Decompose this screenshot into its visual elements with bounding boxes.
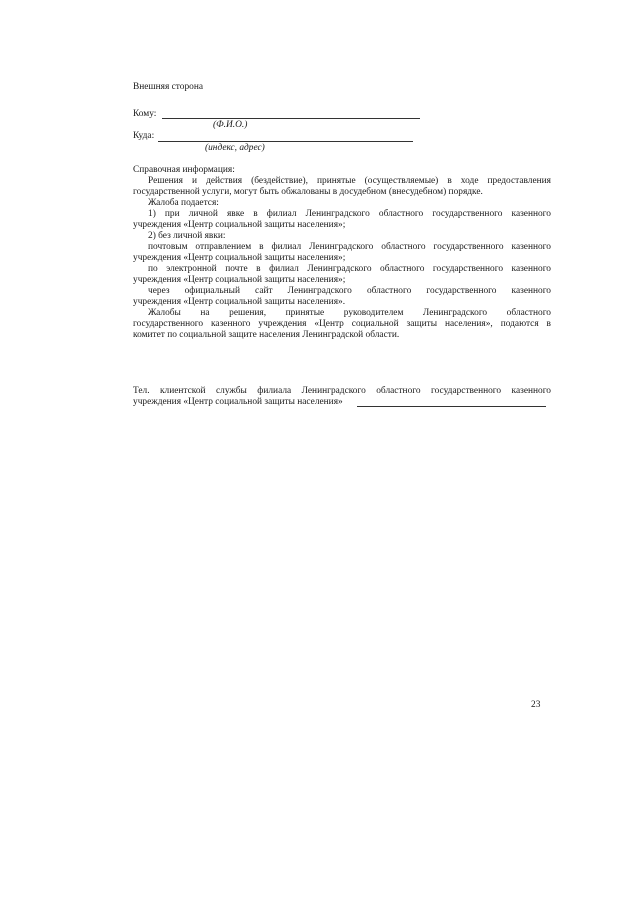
info-paragraph-2: Жалоба подается: <box>148 198 219 208</box>
page-number: 23 <box>531 700 541 710</box>
info-paragraph-8-line-1: Жалобы на решения, принятые руководителем Ленинградского областного <box>148 308 551 318</box>
info-paragraph-4: 2) без личной явки: <box>148 231 226 241</box>
info-paragraph-5-line-2: учреждения «Центр социальной защиты населения»; <box>133 253 346 263</box>
recipient-address-line <box>158 141 413 142</box>
info-paragraph-3-line-1: 1) при личной явке в филиал Ленинградского областного государственного казенного <box>148 209 551 219</box>
info-paragraph-6-line-2: учреждения «Центр социальной защиты населения»; <box>133 275 346 285</box>
recipient-name-line <box>162 118 420 119</box>
outer-side-label: Внешняя сторона <box>133 82 204 92</box>
info-paragraph-7-line-1: через официальный сайт Ленинградского областного государственного казенного <box>148 286 551 296</box>
info-title: Справочная информация: <box>133 165 235 175</box>
phone-line-1: Тел. клиентской службы филиала Ленинградского областного государственного казенного <box>133 386 551 396</box>
recipient-address-label: Куда: <box>133 131 155 141</box>
info-paragraph-7-line-2: учреждения «Центр социальной защиты населения». <box>133 297 346 307</box>
info-paragraph-5-line-1: почтовым отправлением в филиал Ленинградского областного государственного казенного <box>148 242 551 252</box>
info-paragraph-8-line-3: комитет по социальной защите населения Ленинградской области. <box>133 330 400 340</box>
info-paragraph-6-line-1: по электронной почте в филиал Ленинградского областного государственного казенного <box>148 264 551 274</box>
info-paragraph-1-line-1: Решения и действия (бездействие), принятые (осуществляемые) в ходе предоставления <box>148 176 551 186</box>
recipient-name-hint: (Ф.И.О.) <box>213 120 248 130</box>
recipient-name-label: Кому: <box>133 109 157 119</box>
info-paragraph-8-line-2: государственного казенного учреждения «Центр социальной защиты населения», подаются в <box>133 319 551 329</box>
info-paragraph-3-line-2: учреждения «Центр социальной защиты населения»; <box>133 220 346 230</box>
recipient-address-hint: (индекс, адрес) <box>205 143 265 153</box>
info-paragraph-1-line-2: государственной услуги, могут быть обжалованы в досудебном (внесудебном) порядке. <box>133 187 483 197</box>
phone-line-2: учреждения «Центр социальной защиты населения» <box>133 397 343 407</box>
phone-fill-line <box>357 406 546 407</box>
